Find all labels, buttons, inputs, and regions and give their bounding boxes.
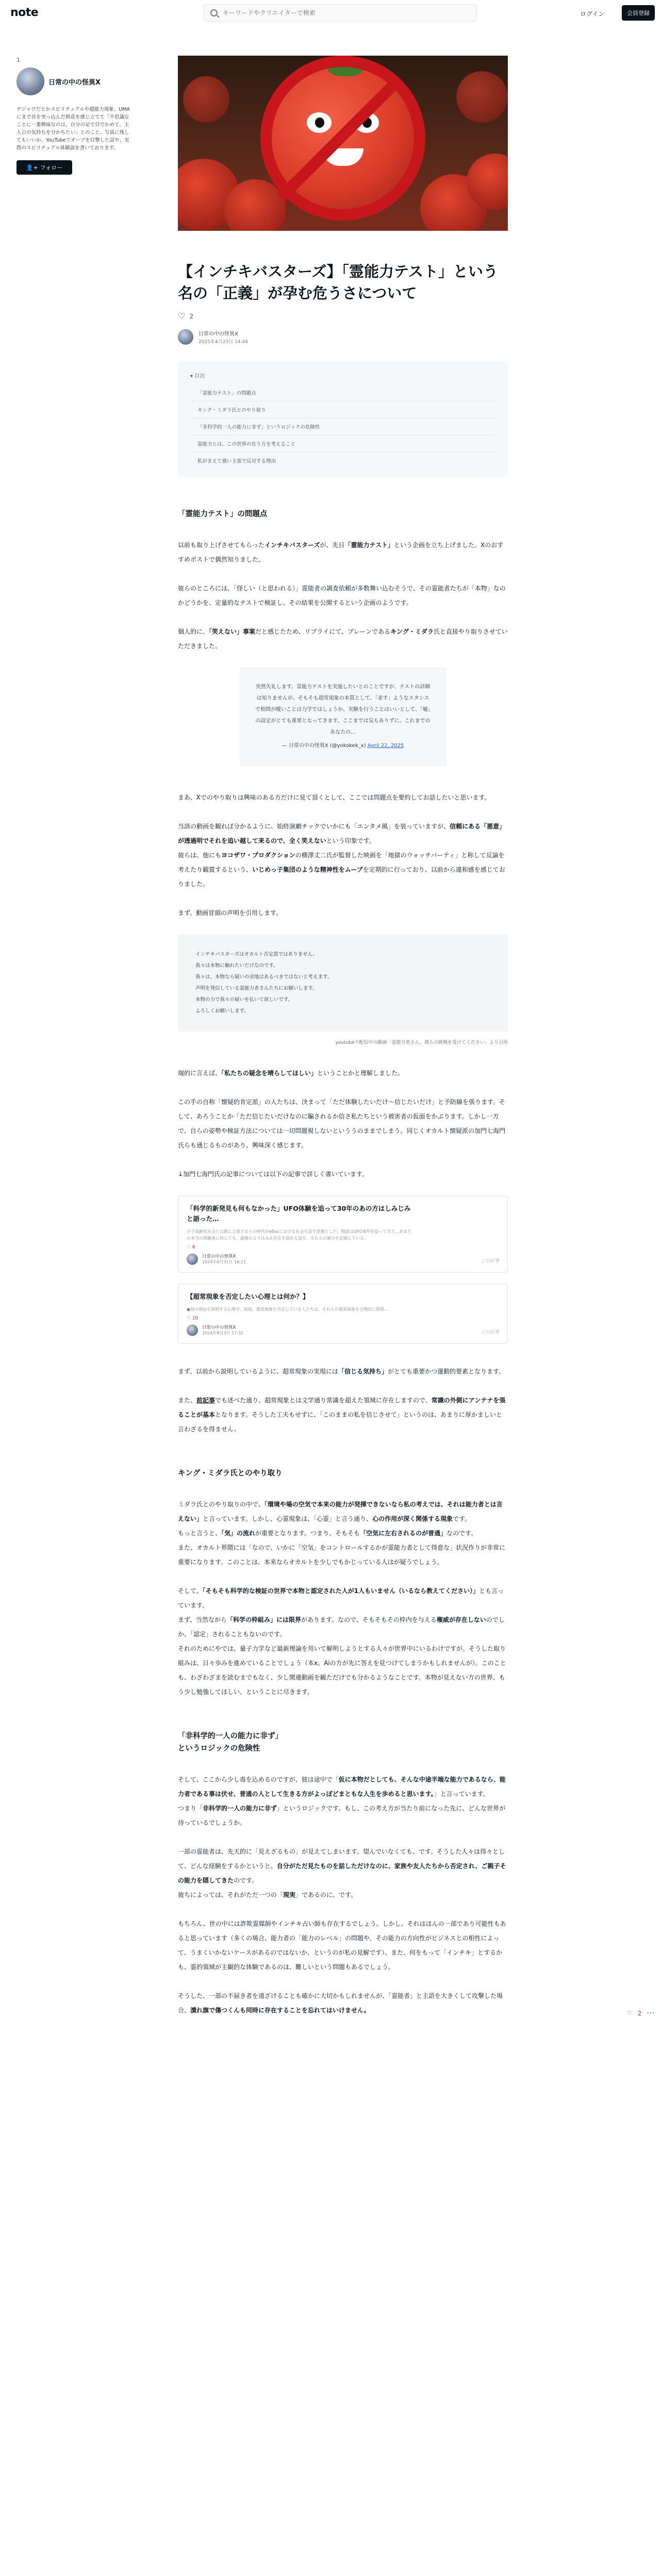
avatar[interactable]: [16, 67, 44, 95]
search-input[interactable]: [223, 9, 470, 16]
avatar[interactable]: [178, 329, 193, 345]
login-link[interactable]: ログイン: [580, 10, 605, 18]
paragraph: まず、以前から説明しているように、超常現象の実現には「信じる気持ち」がとても重要かつ運動的要素となります。: [178, 1368, 505, 1375]
paragraph: そして、「そもそも科学的な検証の世界で本物と認定された人が1人もいません（いるなら教えてください）」とも言っています。 まず、当然ながら「科学の枠組み」には限界があります。なので、そもそもその枠内を与える権威が存在しないのでしか、「認定」されることもないのです。 それのためにやでは、量子力学など最新理論を用いて解明しようとする人々が世界中にいるわけですが。そうした取り組みは、日々歩みを進めていることでしょう（本x。Aiの方が先に答えを見つけてしまうかもしれませんが）。このことも、わざわざまを読むまでもなく、少し関連動画を観ただけでも分かるようなことです。本物が見えない方の世界、もう少し勉強してほしい、ということに尽きます。: [178, 1587, 506, 1696]
paragraph: まず、動画冒頭の声明を引用します。: [178, 909, 283, 917]
sidebar-author-name[interactable]: 日常の中の怪異X: [48, 78, 101, 87]
table-of-contents: [178, 361, 508, 477]
hero-image: [178, 56, 508, 231]
blockquote: インチキバスターズはオカルト否定派ではありません。 我々は本物に触れたいだけなのです。 我々は、本物なら疑いの余地はあるべきではないと考えます。 声明を発信している霊能力者さんたちにお願いします。 本物の力で我々の疑いを払いて欲しいです。 よろしくお願いします。: [178, 935, 508, 1031]
person-plus-icon: 👤+: [26, 164, 38, 171]
toc-heading[interactable]: ▾ 目次: [190, 374, 205, 379]
link-card-author-name: 日常の中の怪異X: [202, 1254, 236, 1259]
note-logo[interactable]: note: [10, 6, 39, 19]
paragraph: 端的に言えば、「私たちの疑念を晴らしてほしい」ということかと理解しました。: [178, 1070, 404, 1077]
paragraph: そうした、一部の不届き者を遠ざけることも確かに大切かもしれませんが、「霊能者」と主語を大きくして攻撃した場合、潰れ旗で傷つくんも同時に存在することを忘れてはいけません。: [178, 1992, 503, 2014]
embedded-post-date-link[interactable]: April 22, 2025: [367, 743, 404, 749]
link-card-author: [187, 1253, 499, 1265]
link-card-excerpt: ●何の理由を説明する心理学。結局、超常現象を否定している人たちは、それらの超常現象を合理的に説明…: [187, 1307, 388, 1312]
heart-icon[interactable]: ♡: [627, 2010, 633, 2017]
section-heading: 「霊能力テスト」の問題点: [178, 510, 268, 518]
paragraph: また、前記事でも述べた通り、超常現象とは文学通り常識を超えた領域に存在しますので、常識の外側にアンテナを張ることが基本となります。そうした工夫もせずに、「このままの私を信じさせて」というのは、あまりに厚かましいと言わざるを得ません。: [178, 1397, 506, 1433]
embedded-post[interactable]: [240, 668, 446, 766]
follow-label: フォロー: [40, 164, 63, 171]
search-icon: [210, 9, 218, 16]
paragraph: まあ、Xでのやり取りは興味のある方だけに見て頂くとして、ここでは問題点を要約してお話したいと思います。: [178, 794, 491, 801]
top-header: [0, 0, 662, 27]
paragraph: 一部の霊能者は、先天的に「見えざるもの」が見えてしまいます。望んでいなくても、です。そうした人々は得々として、どんな経験をするかというと、自分がただ見たものを話しただけなのに、家族や友人たちから否定され、ご親子その能力を隠してきたのです。 彼ちによっては、それがただ一つの「現実」であるのに、です。: [178, 1848, 506, 1899]
toc-item[interactable]: 「非科学的一人の能力に非ず」というロジックの危険性: [190, 418, 495, 435]
paragraph: ミダラ氏とのやり取りの中で、「環境や場の空気で本来の能力が発揮できないなら私の考えでは、それは能力者とは言えない」と言っています。しかし、心霊現象は、「心霊」と言う通り、心の作用が深く関係する現象です。 もっと言うと、「気」の流れが重要となります。つまり、そもそも「空気に左右されるのが普通」なのです。 また、オカルト界隈には「なので、いかに「空気」をコントロールするかが霊能力者として得意な」状況作りが非常に重要になります。このことは、本来ならオカルトを少しでもかじっている人はが疑うでしょう。: [178, 1501, 506, 1566]
article-link-card[interactable]: [178, 1284, 508, 1344]
section-heading: キング・ミダラ氏とのやり取り: [178, 1469, 283, 1478]
heart-icon[interactable]: ♡: [178, 311, 186, 321]
link-card-label: この記事: [480, 1330, 499, 1335]
article-link-card[interactable]: [178, 1196, 508, 1273]
article-title: 【インチキバスターズ】「霊能力テスト」という名の「正義」が孕む危うさについて: [178, 263, 498, 302]
magazine-count-value: 1: [16, 57, 20, 63]
paragraph: この手の自称「懐疑的肯定派」の人たちは、決まって「ただ体験したいだけ～信じたいだけ」と予防線を張ります。そして、あろうことか「ただ信じたいだけなのに騙されるか信さ私たちという被害者の仮面をかぶります。しかし一方で、自らの姿勢や検証方法については一切問題視しないといううのままでしまう。同じくオカルト懐疑派の加門七海門氏らも通じるものがあり、興味深く感じます。: [178, 1098, 506, 1149]
paragraph: 当該の動画を観れば分かるように、始終演劇チックでいかにも「エンタメ風」を装っていますが、信頼にある「悪意」が透過明でそれを追い越して来るので、全く笑えないという印象です。 彼らは、他にもヨコザワ・プロダクションの横澤丈二氏が監督した映画を「地獄のウォッチパーティ」と称して反論を考えたり観賞するという、いじめっ子集団のような精神性をムーブを定期的に行っており、以前から違和感を感じておりました。: [178, 823, 506, 888]
toc-item[interactable]: キング・ミダラ氏とのやり取り: [190, 401, 495, 418]
paragraph: 個人的に、「笑えない」事案だと感じたため、リプライにて、ブレーンであるキング・ミダラ氏と直接やり取りさせていただきました。: [178, 628, 508, 650]
search-box[interactable]: [204, 4, 477, 22]
sidebar-author[interactable]: [16, 67, 135, 95]
section-heading: 「非科学的一人の能力に非ず」 というロジックの危険性: [178, 1732, 283, 1753]
link-card-excerpt: 少子高齢化社会とは既に言葉どおりの時代がeBasにおける社会を話す役割とした。物語はUFO事件を追ってきた…あまたの本当の体験者に対しても、最後のよりはみえ存在を認める話を、それらの調合を記憶している。: [187, 1229, 412, 1241]
link-card-title: 【超常現象を否定したい心理とは何か？】: [187, 1293, 309, 1300]
author-bio: デジャヴだとかスピリチュアルや超能力現象、UMAにまで首を突っ込んだ熱意を感じ立てて「不思議なことに一番興味なのは、自分の足で目でかめて、主人公の気持ちを分かちたい」とのこと。写真に残してもいいか、YouTubeでオーブを目撃した話や、実際のスピリチュアル体験談を書いております。: [16, 107, 130, 151]
toc-item[interactable]: 「霊能力テスト」の問題点: [190, 384, 495, 401]
paragraph: そして、ここから少し毒を込めるのですが、彼は途中で「仮に本物だとしても、そんな中途半端な能力であるなら、能力者である事は伏せ、普通の人として生きる方がよっぽどまともな人生を歩めると思います。」と言っています。 つまり「非科学的一人の能力に非ず」というロジックです。もし、この考え方が当たり前になった先に、どんな世界が待っているでしょうか。: [178, 1776, 506, 1826]
article-author[interactable]: [178, 329, 508, 345]
paragraph: ↓加門七海門氏の記事については以下の記事で詳しく書いています。: [178, 1171, 368, 1178]
floating-like-count: 2: [637, 2010, 642, 2017]
embedded-post-text: 突然失礼します。霊能力テストを実施したいとのことですが、テストの詳細は知りませんが、そもそも超常現象の本質として、「並す」ようなスタンスで相問が曖いことは力学ではしょうか。実験を行うことはいいとして、「嘘」の設定がとても重要となってきます。ここまでは気もありずに、これまでのあなたの...: [255, 684, 431, 735]
article-main: [178, 56, 508, 2032]
like-row: [178, 311, 508, 321]
paragraph: 彼らのところには、「怪しい（と思われる）」霊能者の調査依頼が多数舞い込むそうで、その霊能者たちが「本物」なのかどうかを、定量的なテストで検証し、その結果を公開するという企画のようです。: [178, 585, 506, 606]
signup-button[interactable]: 会員登録: [622, 5, 655, 21]
toc-item[interactable]: 私がまえて強い主張で反対する理由: [197, 459, 276, 464]
link-card-date: 2024年8月31日 16:21: [202, 1260, 246, 1264]
prohibition-icon: [260, 56, 425, 221]
floating-actions: [627, 2009, 655, 2018]
embedded-post-signature: — 日常の中の怪異X (@yokokek_x) April 22, 2025: [282, 743, 404, 749]
link-card-title: 「科学的新発見も何もなかった」UFO体験を追って30年のあの方はしみじみと語った…: [187, 1205, 411, 1223]
follow-button[interactable]: [16, 160, 72, 175]
paragraph: 以前も取り上げさせてもらったインチキバスターズが、先日「霊能力テスト」という企画を立ち上げました。Xのおすすめポストで偶然知りました。: [178, 541, 504, 563]
author-name[interactable]: 日常の中の怪異X: [198, 331, 238, 337]
avatar: [187, 1253, 198, 1265]
blockquote-citation: youtubeで配信中の動画「霊能力者さん、僕らの挑戦を受けてください」より引用: [335, 1040, 508, 1045]
link-card-author: [187, 1324, 499, 1336]
publish-date: 2025年4月23日 14:44: [198, 340, 248, 345]
link-card-likes: ♡ 6: [187, 1245, 195, 1250]
avatar: [187, 1325, 198, 1336]
more-icon[interactable]: ···: [647, 2009, 655, 2018]
link-card-author-name: 日常の中の怪異X: [202, 1325, 236, 1330]
magazine-count: [16, 57, 135, 63]
creator-sidebar: [16, 57, 135, 175]
link-card-likes: ♡ 10: [187, 1316, 198, 1321]
toc-heading-label: 目次: [194, 374, 205, 379]
link-card-label: この記事: [480, 1259, 499, 1264]
like-count: 2: [189, 312, 193, 320]
link-card-date: 2024年8月3日 17:32: [202, 1331, 244, 1335]
paragraph: もちろん、世の中には詐欺霊媒師やインチキ占い師も存在するでしょう。しかし、それはほんの一部であり可能性もあると思っています（多くの場合、能力者の「能力のレベル」の問題や、その能力の方向性がビジネスとの相性によって、うまくいかないケースがあるのではないか、というのが私の見解です）。また、何をもって「インチキ」とするかも、霊的領域が主観的な体験であるのは、難しいという問題もあるでしょう。: [178, 1920, 506, 1971]
toc-item[interactable]: 霊能力とは、この世界の在り方を考えること: [190, 435, 495, 452]
